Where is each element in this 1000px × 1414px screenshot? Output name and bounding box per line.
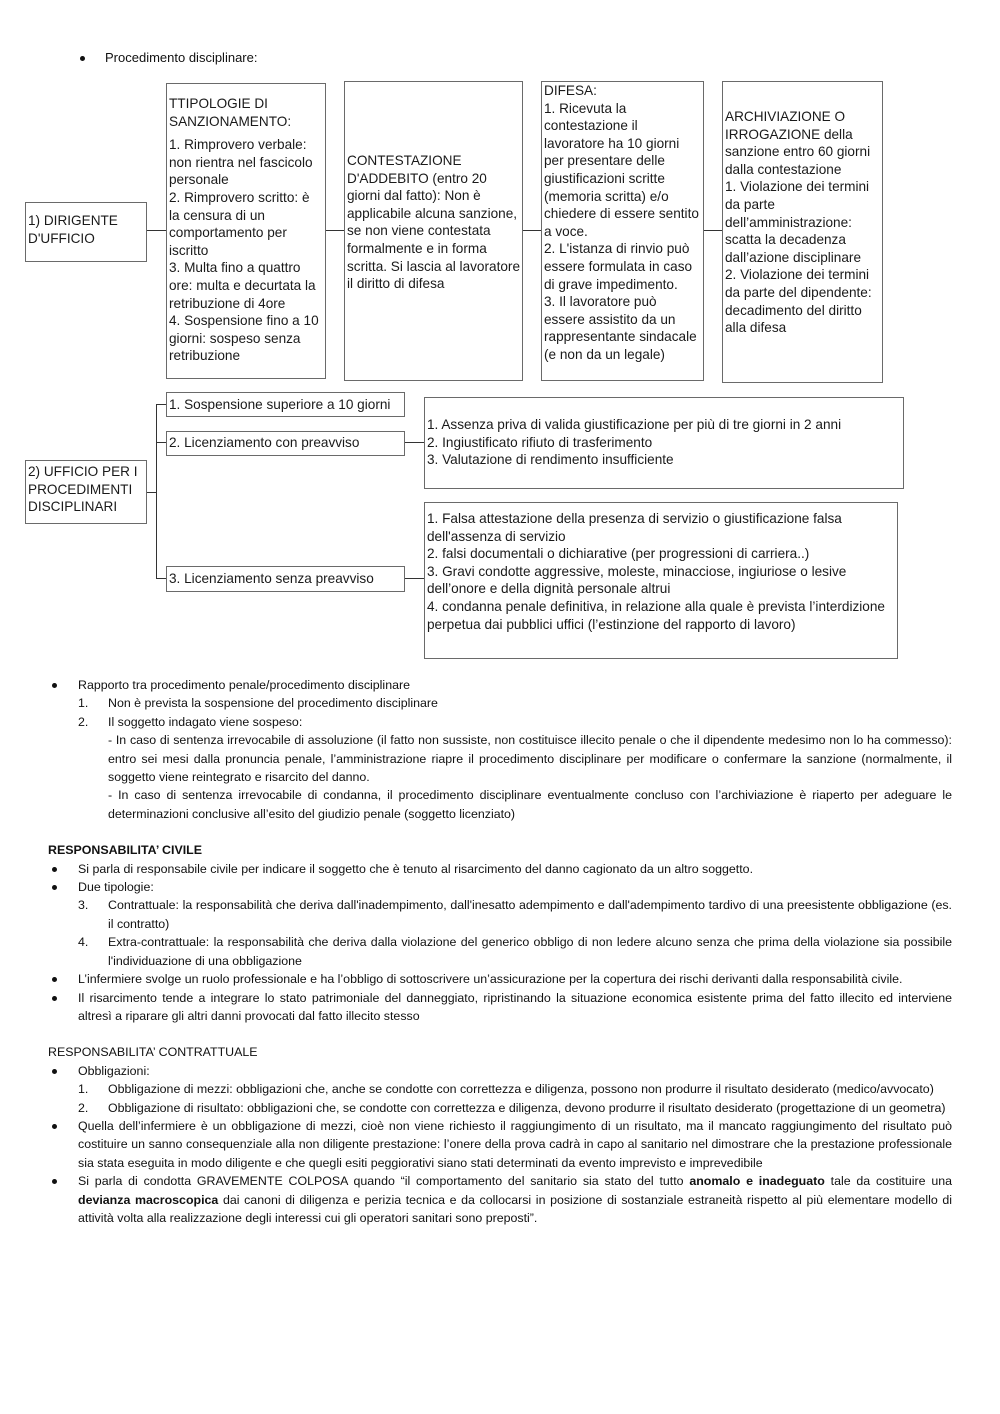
ufficio-label: 2) UFFICIO PER I PROCEDIMENTI DISCIPLINARI [28, 464, 142, 515]
contrattuale-item-2 [48, 1099, 952, 1117]
civile-bullet: Due tipologie: [48, 878, 952, 896]
list-number: 1. [78, 1082, 89, 1097]
contrattuale-item-1 [48, 1080, 952, 1098]
list-text: Extra-contrattuale: la responsabilità che deriva dalla violazione del generico obbligo di non ledere alcuno senza che prima della violazione sia possibile l'individuazione di una obbligazione [108, 935, 952, 968]
senza-preavviso-motivo: 3. Gravi condotte aggressive, moleste, minacciose, ingiuriose o lesive dell’onore e della dignità personale altrui [427, 563, 851, 597]
civile-bullet: L’infermiere svolge un ruolo professionale e ha l’obbligo di sottoscrivere un’assicurazione per la copertura dei rischi derivanti dalla responsabilità civile. [48, 970, 952, 988]
connector-line [405, 442, 424, 443]
civile-item-3 [48, 896, 952, 933]
tipologie-item: 3. Multa fino a quattro ore: multa e decurtata la retribuzione di 4ore [169, 260, 320, 311]
connector-line [326, 230, 344, 231]
civile-heading: RESPONSABILITA’ CIVILE [48, 843, 202, 858]
rapporto-dash-2: - In caso di sentenza irrevocabile di condanna, il procedimento disciplinare eventualmente concluso con l’archiviazione è riaperto per adeguare le determinazioni conclusive all’esito del giudizio penale (soggetto licenziato) [108, 788, 952, 821]
tipologie-item: 2. Rimprovero scritto: è la censura di un comportamento per iscritto [169, 189, 314, 258]
connector-line [405, 578, 424, 579]
colposa-text: Si parla di condotta GRAVEMENTE COLPOSA quando “il comportamento del sanitario sia stato del tutto [78, 1174, 690, 1189]
contrattuale-bullet-colposa [48, 1172, 952, 1227]
connector-line [704, 230, 722, 231]
connector-line [156, 404, 166, 405]
archiviazione-title: ARCHIVIAZIONE O IRROGAZIONE della sanzione entro 60 giorni dalla contestazione [725, 109, 874, 177]
contestazione-text: CONTESTAZIONE D'ADDEBITO (entro 20 giorni dal fatto): Non è applicabile alcuna sanzione, se non viene contestata formalmente e in forma scritta. Si lascia al lavoratore il diritto di difesa [347, 153, 524, 292]
tipologie-item: 1. Rimprovero verbale: non rientra nel fascicolo personale [169, 137, 317, 188]
licenziamento-preavviso-box [166, 431, 405, 456]
body-text [48, 676, 952, 1227]
colposa-bold: devianza macroscopica [78, 1192, 219, 1207]
senza-preavviso-motivo: 4. condanna penale definitiva, in relazione alla quale è prevista l’interdizione perpetua dai pubblici uffici (l’estinzione del rapporto di lavoro) [427, 598, 889, 632]
connector-line [147, 230, 166, 231]
list-number: 3. [78, 898, 89, 913]
civile-item-4 [48, 933, 952, 970]
list-text: Obbligazione di mezzi: obbligazioni che, anche se condotte con correttezza e diligenza, possono non produrre il risultato desiderato (medico/avvocato) [108, 1082, 934, 1097]
civile-bullet: Si parla di responsabile civile per indicare il soggetto che è tenuto al risarcimento del danno cagionato da un altro soggetto. [48, 860, 952, 878]
tipologie-title: TTIPOLOGIE DI SANZIONAMENTO: [169, 96, 292, 129]
list-number: 2. [78, 1100, 89, 1115]
list-text: Contrattuale: la responsabilità che deriva dall'inadempimento, dall'inesatto adempimento e dall'adempimento tardivo di una preesistente obbligazione (es. il contratto) [108, 898, 952, 931]
archiviazione-item: 2. Violazione dei termini da parte del dipendente: decadimento del diritto alla difesa [725, 267, 876, 336]
civile-bullet: Il risarcimento tende a integrare lo stato patrimoniale del danneggiato, ripristinando la situazione economica esistente prima del fatto illecito ed interviene altresì a riparare gli altri danni provocati dal fatto illecito stesso [48, 989, 952, 1026]
archiviazione-item: 1. Violazione dei termini da parte dell’amministrazione: scatta la decadenza dall’azione disciplinare [725, 179, 873, 265]
connector-line [156, 578, 166, 579]
difesa-item: 2. L'istanza di rinvio può essere formulata in caso di grave impedimento. [544, 241, 696, 292]
difesa-item: 1. Ricevuta la contestazione il lavoratore ha 10 giorni per presentare delle giustificazioni scritte (memoria scritta) e/o chiedere di essere sentito a voce. [544, 100, 703, 239]
dirigente-label: 1) DIRIGENTE D'UFFICIO [28, 213, 122, 246]
licenziamento-senza-box [166, 566, 405, 592]
intro-bullet: Procedimento disciplinare: [80, 50, 257, 65]
sospensione-superiore-label: 1. Sospensione superiore a 10 giorni [169, 397, 391, 412]
senza-preavviso-motivo: 2. falsi documentali o dichiarative (per progressioni di carriera..) [427, 546, 810, 562]
difesa-box [541, 81, 704, 381]
colposa-text: dai canoni di diligenza e perizia tecnica e da collocarsi in posizione di sostanziale estraneità rispetto al più elementare modello di attività volta alla realizzazione degli interessi cui gli operatori sanitari sono preposti”. [78, 1192, 952, 1225]
sospensione-superiore-box [166, 392, 405, 417]
connector-line [156, 442, 166, 443]
list-text: Non è prevista la sospensione del procedimento disciplinare [108, 696, 438, 711]
contrattuale-bullet: Quella dell’infermiere è un obbligazione di mezzi, cioè non viene richiesto il raggiungimento di un risultato, ma il mancato raggiungimento del risultato può costituire un sanno consequenziale alla non diligente prestazione: l’onere della prova cadrà in capo al sanitario nel dimostrare che la prestazione professionale sia stata eseguita in modo diligente e che quegli esiti peggiorativi siano stati determinati da evento imprevisto e imprevedibile [48, 1117, 952, 1172]
connector-line [147, 492, 156, 493]
list-number: 2. [78, 714, 89, 729]
disciplinary-diagram [0, 0, 1000, 670]
dirigente-box [25, 202, 147, 262]
tipologie-box [166, 83, 326, 379]
preavviso-motivo: 1. Assenza priva di valida giustificazione per più di tre giorni in 2 anni [427, 417, 842, 432]
licenziamento-senza-label: 3. Licenziamento senza preavviso [169, 571, 374, 586]
senza-preavviso-motivi-box [424, 502, 898, 659]
list-text: Il soggetto indagato viene sospeso: [108, 714, 303, 729]
contrattuale-bullet: Obbligazioni: [48, 1062, 952, 1080]
list-text: Obbligazione di risultato: obbligazioni che, se condotte con correttezza e diligenza, devono produrre il risultato desiderato (progettazione di un geometra) [108, 1100, 946, 1115]
contrattuale-heading: RESPONSABILITA’ CONTRATTUALE [48, 1045, 258, 1060]
preavviso-motivo: 3. Valutazione di rendimento insufficiente [427, 452, 674, 468]
connector-line [523, 230, 541, 231]
connector-line [156, 404, 157, 578]
rapporto-item-1 [48, 694, 952, 712]
colposa-text: tale da costituire una [824, 1174, 952, 1189]
list-number: 4. [78, 935, 89, 950]
difesa-title: DIFESA: [544, 83, 597, 98]
list-number: 1. [78, 696, 89, 711]
difesa-item: 3. Il lavoratore può essere assistito da un rappresentante sindacale (e non da un legale) [544, 294, 701, 362]
senza-preavviso-motivo: 1. Falsa attestazione della presenza di servizio o giustificazione falsa dell'assenza di servizio [427, 511, 846, 544]
rapporto-item-2 [48, 713, 952, 731]
spacer [48, 1025, 952, 1043]
spacer [48, 823, 952, 841]
preavviso-motivi-box [424, 397, 904, 489]
preavviso-motivo: 2. Ingiustificato rifiuto di trasferimento [427, 434, 653, 450]
rapporto-bullet: Rapporto tra procedimento penale/procedimento disciplinare [48, 676, 952, 694]
colposa-bold: anomalo e inadeguato [689, 1174, 825, 1189]
archiviazione-box [722, 81, 883, 383]
rapporto-dash-1: - In caso di sentenza irrevocabile di assoluzione (il fatto non sussiste, non costituisce illecito penale o che il dipendente medesimo non lo ha commesso): entro sei mesi dalla pronuncia penale, l’amministrazione riapre il procedimento disciplinare per modificare o confermare la sanzione (normalmente, il soggetto viene reintegrato e risarcito del danno. [108, 733, 952, 785]
tipologie-item: 4. Sospensione fino a 10 giorni: sospeso senza retribuzione [169, 313, 323, 364]
contestazione-box [344, 81, 523, 381]
licenziamento-preavviso-label: 2. Licenziamento con preavviso [169, 435, 360, 450]
ufficio-box [25, 460, 147, 524]
